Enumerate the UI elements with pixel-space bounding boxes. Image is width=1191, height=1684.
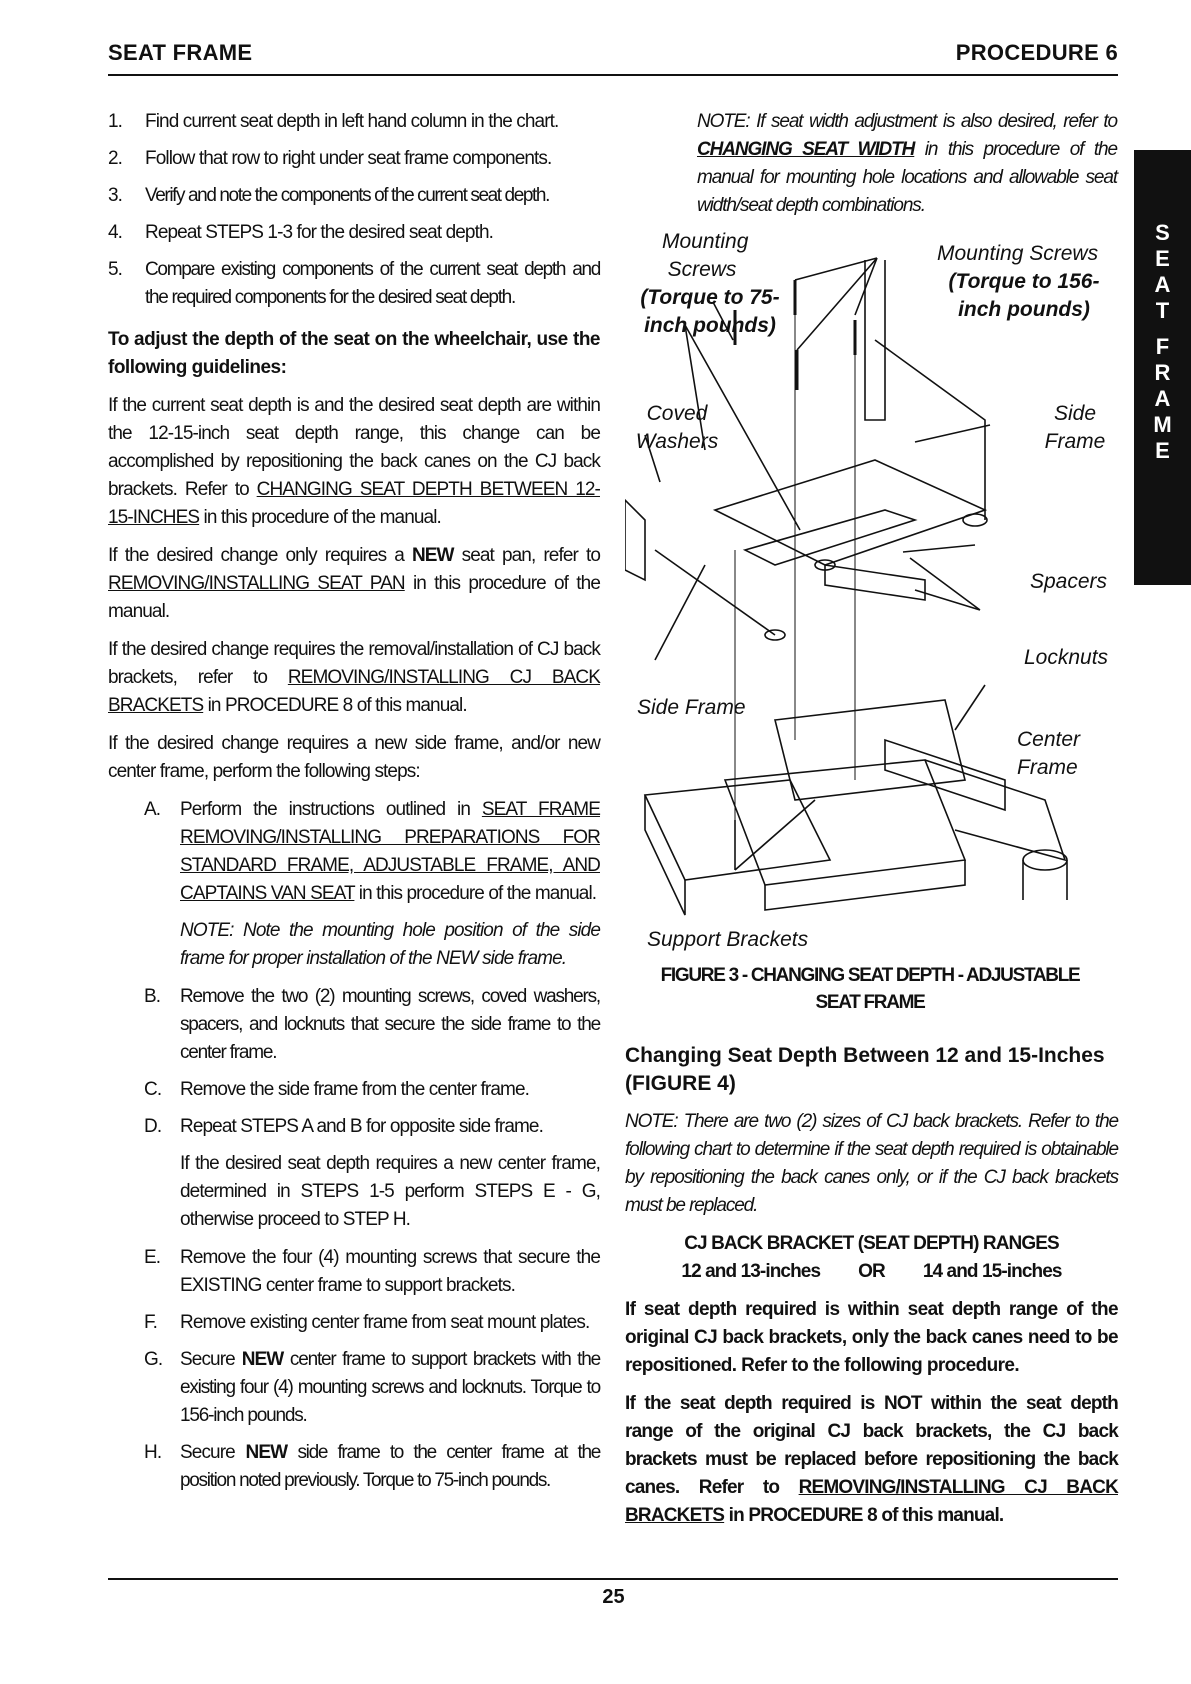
range-or: OR	[858, 1261, 885, 1282]
post-sides	[1023, 860, 1067, 900]
step-item	[144, 983, 600, 1067]
text: side frame to the center frame at the position noted previously. Torque to 75-inch pounds.	[180, 1442, 600, 1491]
step-letter: F.	[144, 1312, 157, 1333]
step-number: 5.	[108, 259, 123, 280]
step-item	[144, 1244, 600, 1300]
section-heading: Changing Seat Depth Between 12 and 15-Inches (FIGURE 4)	[625, 1044, 1105, 1095]
paragraph-back-brackets	[108, 636, 600, 720]
side-tab-letter: A	[1154, 272, 1171, 297]
step-letter: D.	[144, 1116, 162, 1137]
label-locknuts: Locknuts	[1024, 646, 1109, 669]
note-center-frame: If the desired seat depth requires a new center frame, determined in STEPS 1-5 perform STEPS E - G, otherwise proceed to STEP H.	[180, 1153, 600, 1230]
text: Perform the instructions outlined in	[180, 799, 482, 820]
ranges-heading: CJ BACK BRACKET (SEAT DEPTH) RANGES	[684, 1233, 1059, 1254]
step-letter: G.	[144, 1349, 163, 1370]
caption-line: FIGURE 3 - CHANGING SEAT DEPTH - ADJUSTABLE	[660, 965, 1080, 986]
side-tab-gap	[1134, 324, 1191, 334]
emphasis: NEW	[245, 1442, 288, 1463]
header-procedure-number: PROCEDURE 6	[955, 40, 1118, 65]
step-letter: H.	[144, 1442, 162, 1463]
text: in this procedure of the manual.	[354, 883, 597, 904]
step-number: 4.	[108, 222, 123, 243]
tube-end	[963, 514, 987, 526]
text: seat pan, refer to	[453, 545, 600, 566]
center-frame-outline	[725, 760, 965, 885]
left-column	[108, 108, 600, 1504]
step-item	[144, 1346, 600, 1430]
emphasis: NEW	[241, 1349, 284, 1370]
ranges-row	[625, 1258, 1118, 1286]
leader	[910, 558, 980, 610]
leader	[955, 685, 985, 730]
side-tab-letter: R	[1154, 360, 1171, 385]
link-changing-seat-width[interactable]: CHANGING SEAT WIDTH	[697, 139, 915, 160]
step-letter: E.	[144, 1247, 161, 1268]
label-line: inch pounds)	[958, 298, 1090, 321]
lettered-steps	[144, 796, 600, 908]
emphasis: NEW	[411, 545, 454, 566]
step-item	[144, 1439, 600, 1495]
link-seat-frame-preparations[interactable]: SEAT FRAME REMOVING/INSTALLING PREPARATIONS FOR STANDARD FRAME, ADJUSTABLE FRAME, AND CAPTAINS VAN SEAT	[180, 799, 600, 904]
label-line: Side	[1053, 402, 1097, 425]
label-spacers: Spacers	[1030, 570, 1108, 593]
leader	[915, 425, 990, 442]
paragraph-within-range	[108, 392, 600, 532]
step-letter: B.	[144, 986, 161, 1007]
seat-side-frame-top	[715, 460, 985, 565]
text: If the desired change only requires a	[108, 545, 412, 566]
label-line: Mounting	[662, 230, 749, 253]
side-tab-letter: T	[1155, 298, 1170, 323]
step-item	[144, 1309, 600, 1337]
header-section-title: SEAT FRAME	[108, 40, 253, 65]
step-item	[108, 256, 600, 312]
step-item	[108, 145, 600, 173]
label-line: (Torque to 156-	[948, 270, 1100, 293]
rail-side	[645, 795, 685, 915]
side-tab-letter: E	[1155, 438, 1170, 463]
text: in PROCEDURE 8 of this manual.	[203, 695, 467, 716]
text: Secure	[180, 1349, 242, 1370]
leader	[655, 565, 705, 660]
center-frame-edge	[765, 860, 965, 910]
label-line: (Torque to 75-	[640, 286, 780, 309]
text: Secure	[180, 1442, 246, 1463]
text: NOTE: If seat width adjustment is also desired, refer to	[697, 111, 1117, 132]
text: in this procedure of the manual.	[108, 573, 600, 622]
label-side-frame-right	[1040, 400, 1110, 456]
step-text: Repeat STEPS 1-3 for the desired seat depth.	[145, 222, 494, 243]
side-tab-letter: E	[1155, 246, 1170, 271]
label-line: Center	[1017, 728, 1081, 751]
text: Remove the four (4) mounting screws that secure the EXISTING center frame to support brackets.	[180, 1247, 600, 1296]
link-removing-installing-cj-back-brackets[interactable]: REMOVING/INSTALLING CJ BACK BRACKETS	[625, 1477, 1118, 1526]
step-letter: A.	[144, 799, 161, 820]
step-letter: C.	[144, 1079, 162, 1100]
figure-caption	[625, 962, 1115, 1016]
label-mounting-screws-left	[662, 228, 749, 284]
lettered-steps	[144, 1244, 600, 1495]
left-side-tube	[655, 550, 775, 635]
note-cj-sizes: NOTE: There are two (2) sizes of CJ back brackets. Refer to the following chart to determine if the seat depth required is obtainable by repositioning the back canes only, or if the CJ back brackets must be replaced.	[625, 1111, 1118, 1216]
text: in PROCEDURE 8 of this manual.	[724, 1505, 1004, 1526]
footer-rule	[108, 1578, 1118, 1580]
text: If the desired change requires the removal/installation of CJ back brackets, refer to	[108, 639, 600, 688]
side-tab-letter: S	[1155, 220, 1170, 245]
text: in this procedure of the manual.	[199, 507, 441, 528]
paragraph-not-within-cj-range	[625, 1390, 1118, 1530]
center-frame-plate	[775, 700, 965, 800]
step-number: 3.	[108, 185, 123, 206]
label-line: Coved	[646, 402, 708, 425]
left-support-rail	[645, 780, 830, 880]
label-line: Frame	[1044, 430, 1106, 453]
post-socket	[1023, 850, 1067, 870]
link-removing-installing-cj-back-brackets[interactable]: REMOVING/INSTALLING CJ BACK BRACKETS	[108, 667, 600, 716]
range-small: 12 and 13-inches	[681, 1261, 821, 1282]
leader	[903, 545, 975, 552]
label-torque-75	[635, 284, 785, 340]
text: Repeat STEPS A and B for opposite side frame.	[180, 1116, 543, 1137]
step-text: Find current seat depth in left hand column in the chart.	[145, 111, 559, 132]
right-rail	[885, 740, 1005, 810]
page-number: 25	[602, 1586, 625, 1608]
text: Remove the two (2) mounting screws, coved washers, spacers, and locknuts that secure the side frame to the center frame.	[180, 986, 600, 1063]
step-item	[144, 1113, 600, 1141]
step-item	[108, 219, 600, 247]
label-side-frame-left: Side Frame	[637, 696, 746, 719]
label-line: Screws	[667, 258, 737, 281]
paragraph-within-cj-range: If seat depth required is within seat depth range of the original CJ back brackets, only the back canes need to be repositioned. Refer to the following procedure.	[625, 1299, 1118, 1376]
label-coved-washers	[632, 400, 722, 456]
label-support-brackets: Support Brackets	[647, 928, 809, 951]
left-back-bracket	[625, 500, 645, 580]
caption-line: SEAT FRAME	[815, 992, 925, 1013]
header-rule	[108, 74, 1118, 76]
text: If the seat depth required is NOT within the seat depth range of the original CJ back brackets, the CJ back brackets must be replaced before repositioning the back canes. Refer to	[625, 1393, 1118, 1498]
step-item	[108, 182, 600, 210]
step-text: Compare existing components of the current seat depth and the required components for the desired seat depth.	[145, 259, 600, 308]
label-line: Washers	[635, 430, 719, 453]
text: Remove the side frame from the center frame.	[180, 1079, 530, 1100]
label-line: inch pounds)	[644, 314, 776, 337]
note-mounting-hole: NOTE: Note the mounting hole position of the side frame for proper installation of the NEW side frame.	[180, 920, 600, 969]
section-side-tab	[1134, 150, 1191, 585]
text: If the current seat depth is and the desired seat depth are within the 12-15-inch seat depth range, this change can be accomplished by repositioning the back canes on the CJ back brackets. Refer to	[108, 395, 600, 500]
label-line: Frame	[1017, 756, 1078, 779]
note-seat-width	[697, 108, 1117, 230]
step-number: 1.	[108, 111, 123, 132]
step-item	[108, 108, 600, 136]
side-tab-letter: F	[1155, 334, 1170, 359]
right-column-lower	[625, 1042, 1118, 1540]
numbered-steps	[108, 108, 600, 312]
link-removing-installing-seat-pan[interactable]: REMOVING/INSTALLING SEAT PAN	[108, 573, 405, 594]
step-number: 2.	[108, 148, 123, 169]
label-torque-156	[944, 268, 1104, 324]
step-item	[144, 1076, 600, 1104]
text: Remove existing center frame from seat mount plates.	[180, 1312, 590, 1333]
leader	[735, 800, 815, 870]
text: center frame to support brackets with the existing four (4) mounting screws and locknuts. Torque to 156-inch pounds.	[180, 1349, 600, 1426]
side-tab-letter: M	[1153, 412, 1172, 437]
paragraph-seat-pan	[108, 542, 600, 626]
link-changing-seat-depth[interactable]: CHANGING SEAT DEPTH BETWEEN 12-15-INCHES	[108, 479, 600, 528]
range-large: 14 and 15-inches	[922, 1261, 1062, 1282]
guidelines-heading: To adjust the depth of the seat on the wheelchair, use the following guidelines:	[108, 329, 600, 378]
step-item	[144, 796, 600, 908]
paragraph-new-frame: If the desired change requires a new side frame, and/or new center frame, perform the following steps:	[108, 733, 600, 782]
text: in this procedure of the manual for mounting hole locations and allowable seat width/seat depth combinations.	[697, 139, 1117, 216]
step-text: Follow that row to right under seat frame components.	[145, 148, 552, 169]
label-mounting-screws-right: Mounting Screws	[937, 242, 1099, 265]
crossbar-lower	[825, 565, 925, 600]
side-tab-letter: A	[1154, 386, 1171, 411]
step-text: Verify and note the components of the current seat depth.	[145, 185, 549, 206]
label-center-frame	[1017, 726, 1080, 782]
lettered-steps	[144, 983, 600, 1141]
